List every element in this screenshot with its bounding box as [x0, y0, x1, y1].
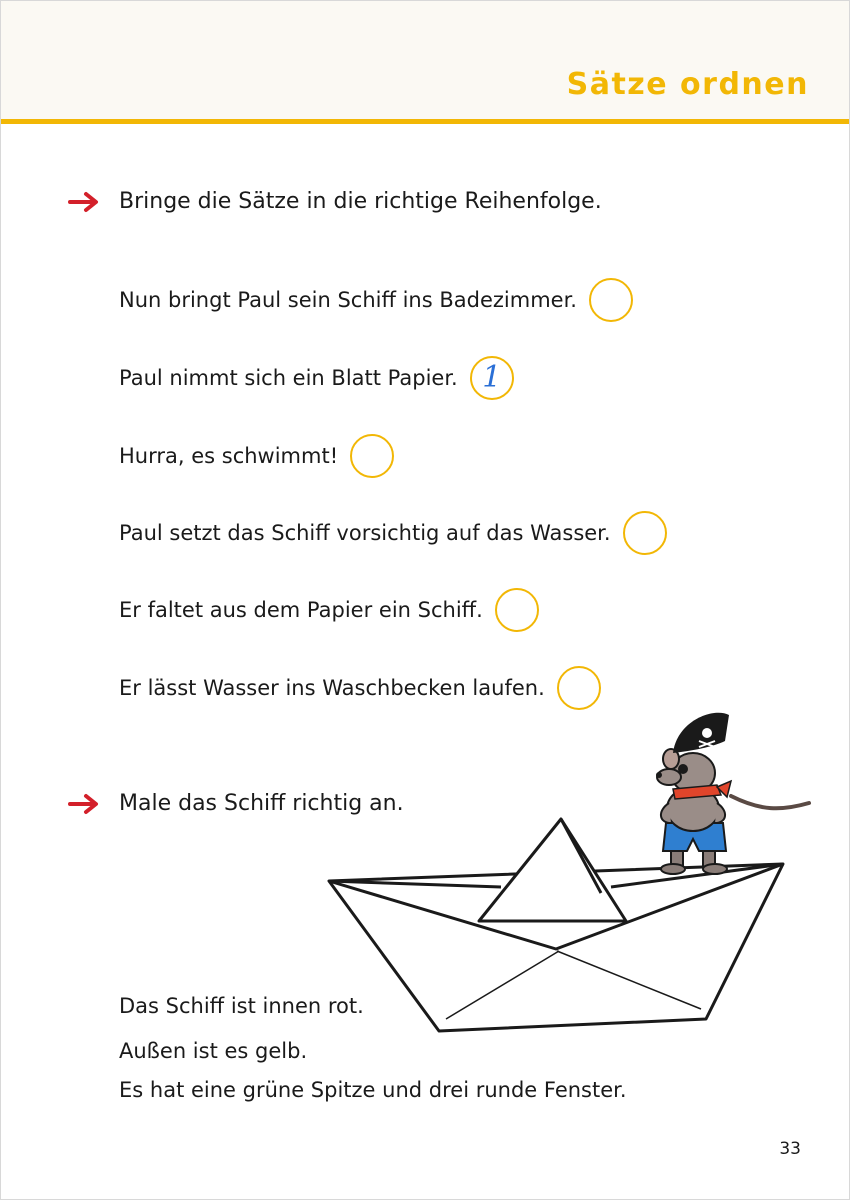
sentence-row: [119, 588, 539, 632]
arrow-right-icon: [67, 792, 101, 816]
header-band: [1, 1, 849, 121]
paper-boat-illustration[interactable]: [321, 701, 821, 1041]
sentence-text: Paul setzt das Schiff vorsichtig auf das Wasser.: [119, 521, 611, 545]
coloring-instruction: Es hat eine grüne Spitze und drei runde Fenster.: [119, 1078, 627, 1102]
sentence-text: Er lässt Wasser ins Waschbecken laufen.: [119, 676, 545, 700]
answer-circle[interactable]: [589, 278, 633, 322]
answer-digit: 1: [482, 360, 502, 395]
sentence-text: Er faltet aus dem Papier ein Schiff.: [119, 598, 483, 622]
answer-circle[interactable]: [470, 356, 514, 400]
sentence-text: Hurra, es schwimmt!: [119, 444, 339, 468]
coloring-instruction: Das Schiff ist innen rot.: [119, 994, 364, 1018]
task-instruction: Bringe die Sätze in die richtige Reihenfolge.: [119, 189, 602, 214]
sentence-row: [119, 511, 667, 555]
task-1: [67, 189, 602, 214]
answer-circle[interactable]: [495, 588, 539, 632]
answer-circle[interactable]: [350, 434, 394, 478]
arrow-right-icon: [67, 190, 101, 214]
sentence-row: [119, 278, 633, 322]
page-title: Sätze ordnen: [566, 67, 809, 102]
sentence-text: Paul nimmt sich ein Blatt Papier.: [119, 366, 458, 390]
page-number: 33: [779, 1139, 801, 1159]
answer-circle[interactable]: [623, 511, 667, 555]
sentence-row: [119, 356, 514, 400]
pirate-mouse-icon: [656, 713, 809, 874]
sentence-row: [119, 434, 394, 478]
task-instruction: Male das Schiff richtig an.: [119, 791, 404, 816]
header-rule: [1, 119, 849, 124]
coloring-instruction: Außen ist es gelb.: [119, 1039, 308, 1063]
sentence-text: Nun bringt Paul sein Schiff ins Badezimmer.: [119, 288, 577, 312]
